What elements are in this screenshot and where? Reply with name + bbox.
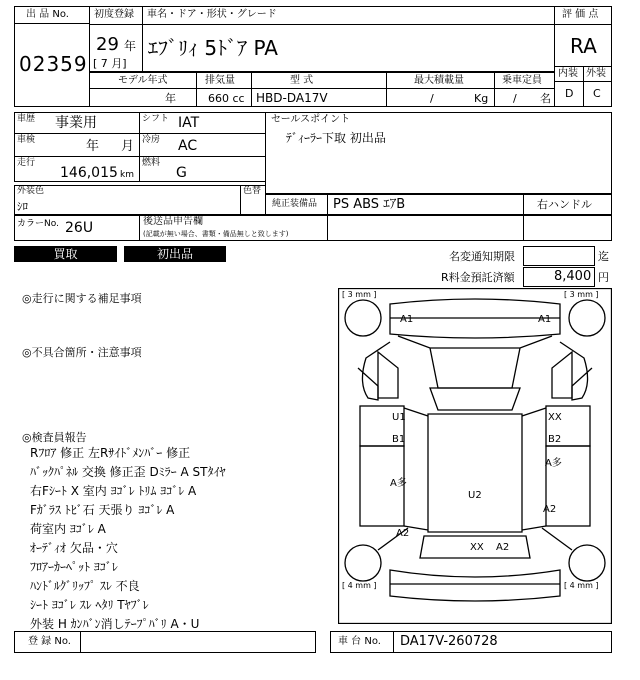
right-fender — [560, 342, 592, 400]
color-value: ｼﾛ — [17, 200, 28, 213]
grade: RA — [570, 34, 597, 58]
mark-left-side: A多 — [390, 478, 407, 489]
color-label: 外装色 — [17, 186, 45, 196]
color-box — [14, 185, 266, 215]
type-label: 型 式 — [290, 75, 314, 86]
wheel-rear-left — [345, 545, 381, 581]
color-no-value: 26U — [65, 220, 94, 236]
mark-right-front-door: XX — [548, 412, 562, 423]
mark-left-front-door: U1 — [392, 412, 406, 423]
mark-front-bumper-left: A1 — [400, 314, 414, 325]
model-year-unit: 年 — [165, 92, 176, 105]
fuel-label: 燃料 — [142, 158, 161, 168]
rear-bumper — [390, 570, 560, 601]
wheel-front-right — [569, 300, 605, 336]
name-change-label: 名変通知期限 — [449, 250, 515, 263]
defects-heading: ◎不具合箇所・注意事項 — [22, 346, 142, 359]
mark-left-rear-door: B1 — [392, 434, 406, 445]
equipment-label: 純正装備品 — [272, 199, 318, 209]
first-reg-label: 初度登録 — [94, 9, 134, 20]
name-change-unit: 迄 — [598, 250, 609, 263]
shift-value: IAT — [178, 115, 200, 131]
tread-rear-left: [ 4 mm ] — [342, 581, 377, 590]
max-load-label: 最大積載量 — [414, 75, 464, 86]
history-value: 事業用 — [55, 115, 97, 131]
sales-point-label: セールスポイント — [271, 114, 351, 125]
exterior-label: 外装 — [586, 68, 606, 79]
report-line: Fｶﾞﾗｽ ﾄﾋﾞ石 天張り ﾖｺﾞﾚ A — [30, 503, 175, 517]
capacity-unit: 名 — [540, 92, 551, 105]
type-value: HBD-DA17V — [256, 91, 328, 105]
inspection-label: 車検 — [17, 135, 36, 145]
recycle-label: R料金預託済額 — [441, 271, 515, 284]
report-line: ｵｰﾃﾞｨｵ 欠品・穴 — [30, 541, 118, 555]
roof — [428, 414, 522, 532]
name-change-box — [523, 246, 595, 266]
report-line: 荷室内 ﾖｺﾞﾚ A — [30, 522, 106, 536]
tread-front-left: [ 3 mm ] — [342, 290, 377, 299]
interior-label: 内装 — [558, 68, 578, 79]
tread-front-right: [ 3 mm ] — [564, 290, 599, 299]
mark-rear-gate-1: XX — [470, 542, 484, 553]
left-fender — [358, 342, 390, 400]
inspection-month: 月 — [121, 139, 135, 154]
exterior-grade: C — [593, 87, 601, 100]
windshield — [430, 388, 520, 410]
mark-right-rear-door: B2 — [548, 434, 562, 445]
mark-front-bumper-right: A1 — [538, 314, 552, 325]
recycle-amount: 8,400 — [554, 269, 592, 284]
mark-rear-gate-2: A2 — [496, 542, 510, 553]
vehicle-name: ｴﾌﾞﾘｨ 5ﾄﾞｱ PA — [148, 36, 278, 60]
aftermarket-label: 後送品申告欄 — [143, 216, 203, 227]
grade-label: 評 価 点 — [562, 9, 599, 20]
displacement: 660 cc — [208, 92, 245, 105]
report-line: ｼｰﾄ ﾖｺﾞﾚ ｽﾚ ﾍﾀﾘ Tﾔﾌﾞﾚ — [30, 598, 149, 612]
first-reg-month: [ 7 月] — [93, 57, 127, 70]
report-line: ﾊﾝﾄﾞﾙｸﾞﾘｯﾌﾟ ｽﾚ 不良 — [30, 579, 140, 593]
aftermarket-note: (記載が無い場合、書類・備品無しと致します) — [143, 230, 289, 238]
handle-value: 右ハンドル — [537, 198, 592, 211]
right-mirror-area — [552, 352, 572, 398]
model-year-label: モデル年式 — [118, 75, 168, 86]
mark-right-side: A多 — [545, 458, 562, 469]
fuel-value: G — [176, 165, 187, 181]
interior-grade: D — [565, 87, 574, 100]
tread-rear-right: [ 4 mm ] — [564, 581, 599, 590]
mileage-value: 146,015 — [60, 165, 118, 181]
driving-supplement-heading: ◎走行に関する補足事項 — [22, 292, 142, 305]
wheel-rear-right — [569, 545, 605, 581]
report-line: ﾊﾞｯｸﾊﾟﾈﾙ 交換 修正歪 Dﾐﾗｰ A STﾀｲﾔ — [30, 465, 226, 479]
color-change-label: 色替 — [243, 186, 262, 196]
info-box — [14, 112, 266, 182]
mileage-unit: km — [120, 170, 134, 180]
lot-label: 出 品 No. — [26, 9, 69, 20]
color-no-label: カラーNo. — [17, 219, 59, 229]
mileage-label: 走行 — [17, 158, 36, 168]
equipment-value: PS ABS ｴｱB — [333, 197, 406, 212]
chassis-number: DA17V-260728 — [400, 634, 498, 649]
first-reg-year-unit: 年 — [124, 39, 137, 53]
displacement-label: 排気量 — [205, 75, 235, 86]
vehicle-label: 車名・ドア・形状・グレード — [147, 9, 277, 20]
first-listing-tag: 初出品 — [124, 246, 226, 262]
diagram-frame — [339, 289, 612, 624]
ac-label: 冷房 — [142, 135, 161, 145]
history-label: 車歴 — [17, 114, 36, 124]
chassis-label: 車 台 No. — [338, 636, 381, 647]
sales-point-text: ﾃﾞｨｰﾗｰ下取 初出品 — [286, 131, 386, 145]
max-load-unit: Kg — [474, 92, 489, 105]
capacity-label: 乗車定員 — [502, 75, 542, 86]
mark-left-rear-quarter: A2 — [396, 528, 410, 539]
report-line: ﾌﾛｱｰｶｰﾍﾟｯﾄ ﾖｺﾞﾚ — [30, 560, 118, 574]
inspector-report-heading: ◎検査員報告 — [22, 431, 87, 444]
inspector-report-lines — [30, 444, 330, 634]
shift-label: シフト — [142, 114, 170, 124]
wheel-front-left — [345, 300, 381, 336]
mark-right-rear-quarter: A2 — [543, 504, 557, 515]
reg-no-label: 登 録 No. — [28, 636, 71, 647]
report-line: Rﾌﾛｱ 修正 左Rｻｲﾄﾞﾒﾝﾊﾞｰ 修正 — [30, 446, 191, 460]
report-line: 外装 H ｶﾝﾊﾞﾝ消しﾃｰﾌﾟﾊﾞﾘ A・U — [30, 617, 200, 631]
first-reg-year: 29 — [96, 34, 119, 55]
inspection-year: 年 — [86, 139, 100, 154]
damage-diagram — [338, 288, 612, 624]
recycle-unit: 円 — [598, 271, 609, 284]
car-diagram-svg — [338, 288, 612, 624]
max-load-sep: / — [430, 92, 434, 105]
ac-value: AC — [178, 138, 198, 154]
lot-number: 02359 — [19, 52, 88, 76]
mark-roof: U2 — [468, 490, 482, 501]
report-line: 右Fｼｰﾄ X 室内 ﾖｺﾞﾚ ﾄﾘﾑ ﾖｺﾞﾚ A — [30, 484, 197, 498]
buy-tag: 買取 — [14, 246, 117, 262]
left-mirror-area — [378, 352, 398, 398]
capacity-sep: / — [513, 92, 517, 105]
hood-panel — [430, 348, 520, 388]
